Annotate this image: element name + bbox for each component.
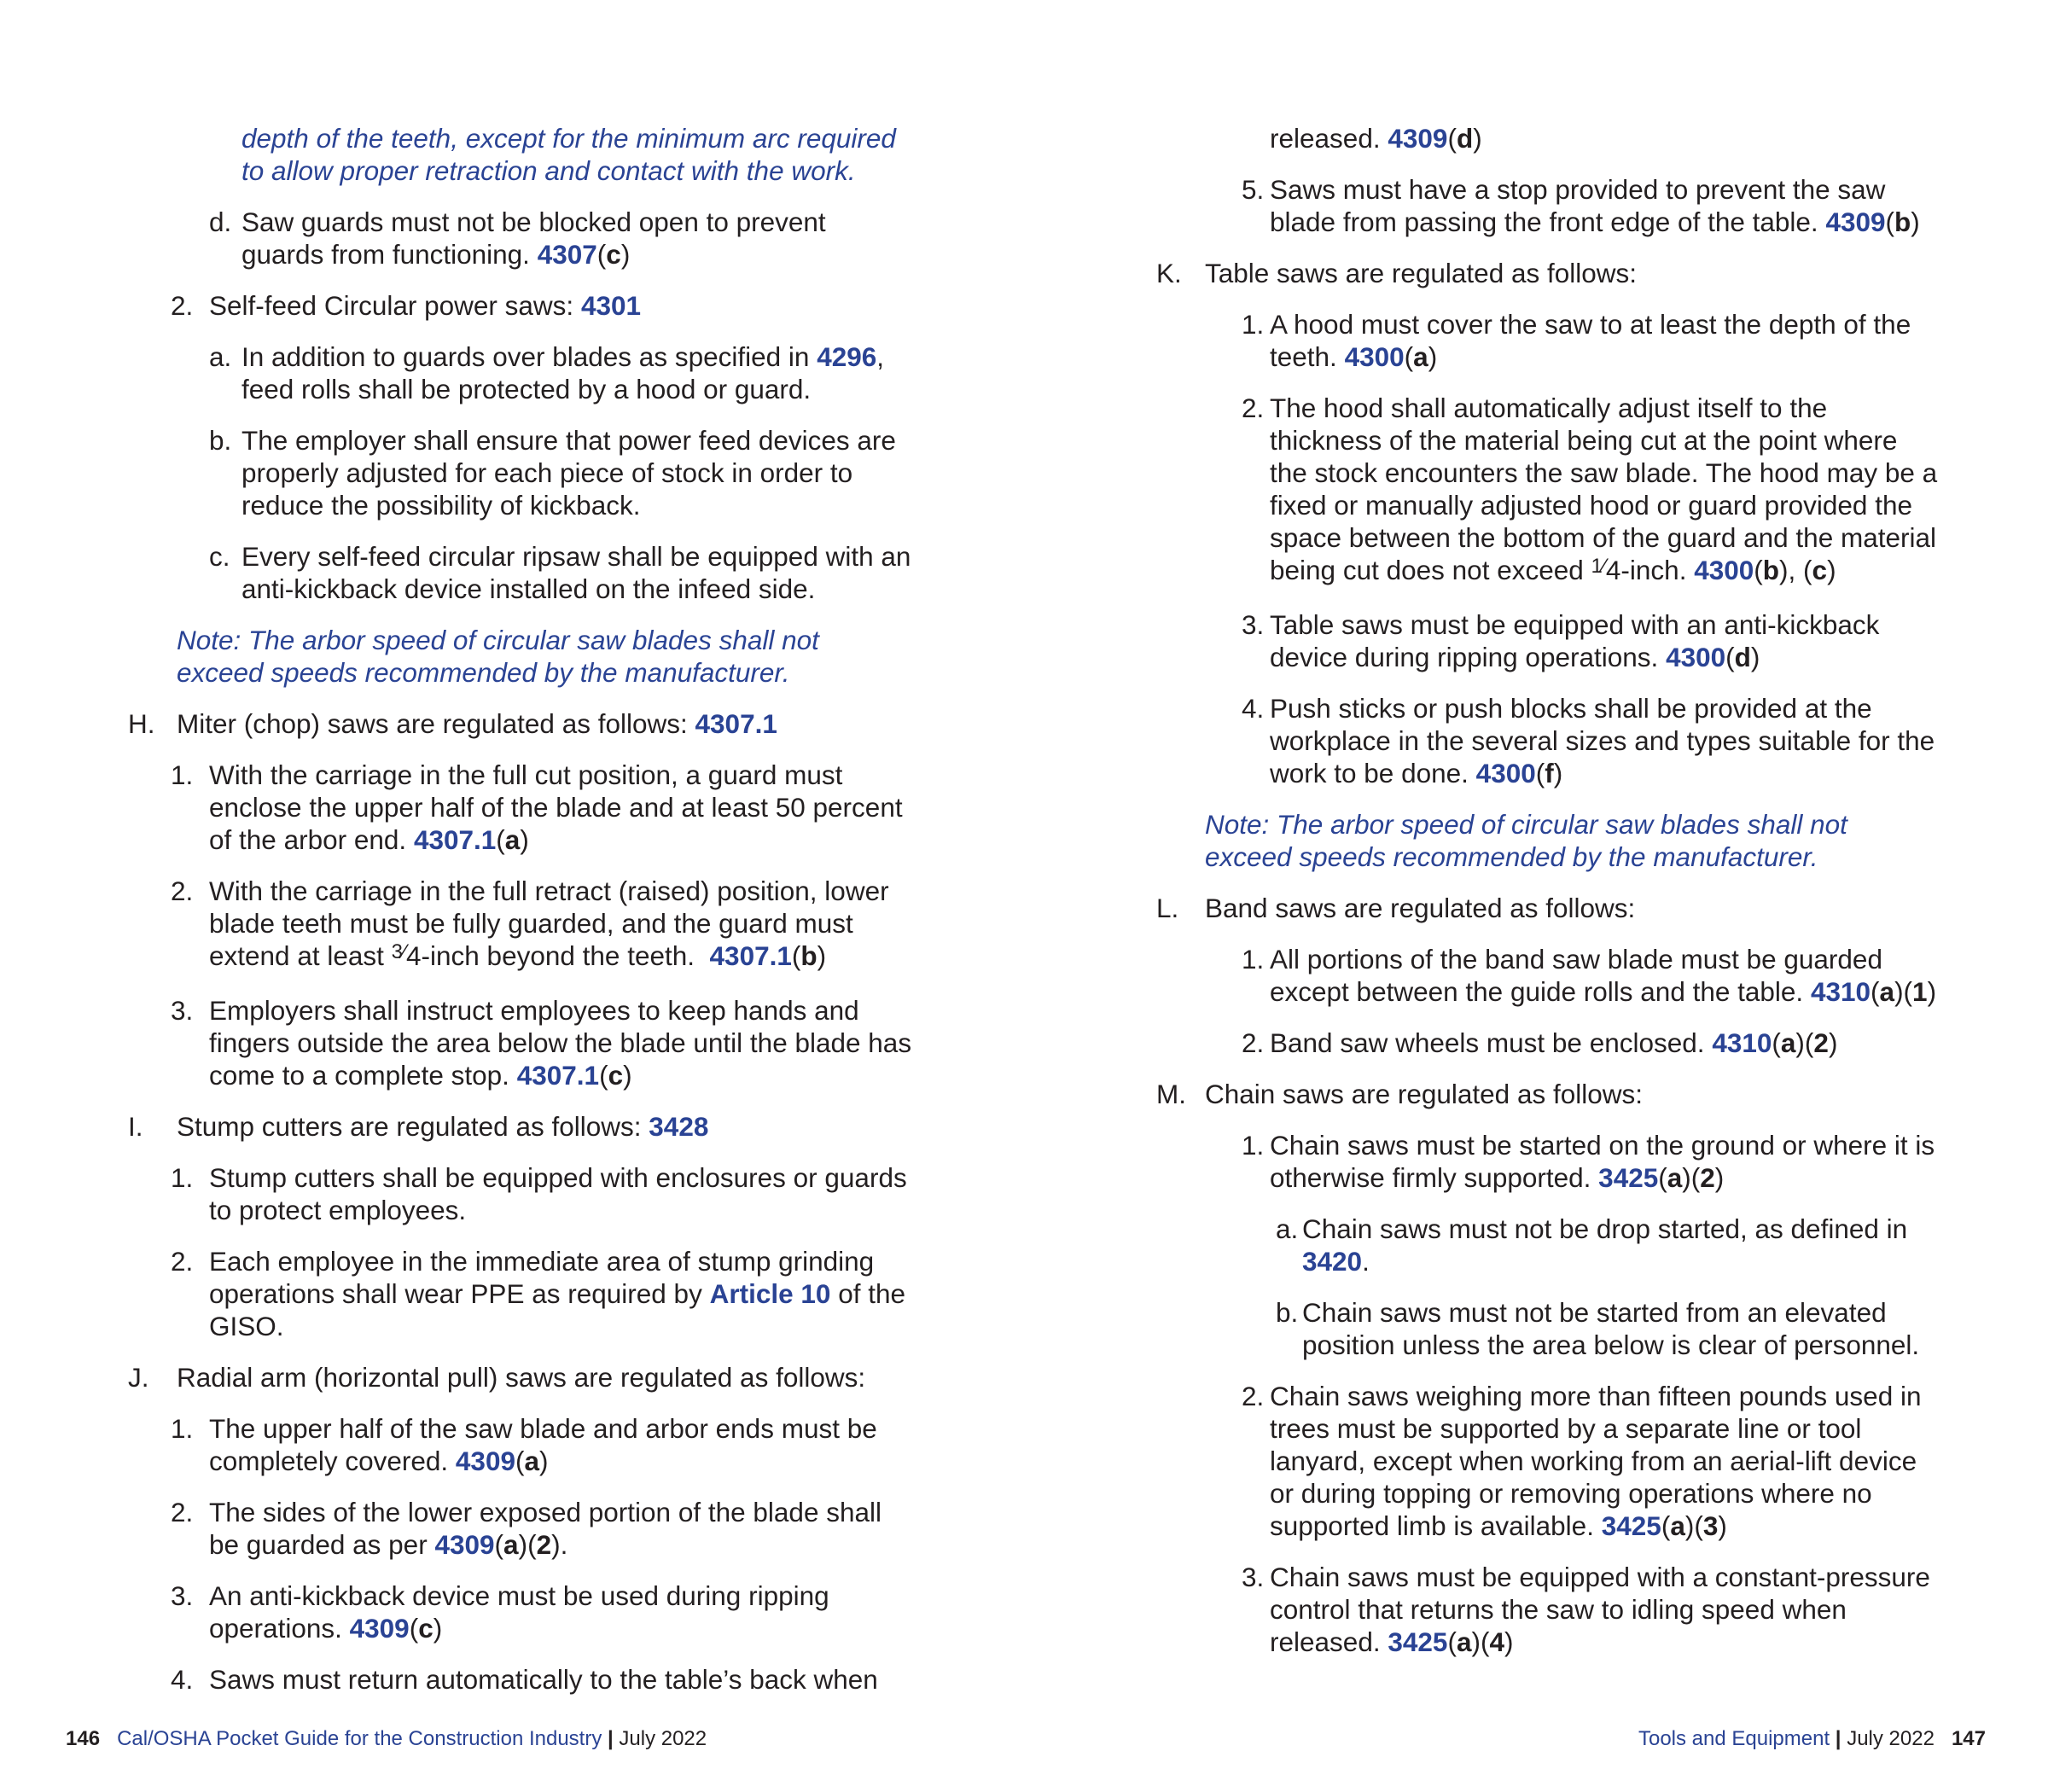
section-text: Band saws are regulated as follows: [1205,893,1636,923]
item-text: Chain saws must be equipped with a constant-pressure control that returns the saw to idling speed when released. [1270,1562,1930,1657]
item-marker: d. [209,207,232,237]
item-text: Every self-feed circular ripsaw shall be equipped with an anti-kickback device installed on the infeed side. [241,541,911,604]
footer-right [1638,1727,1986,1751]
list-item-h1: 1. With the carriage in the full cut position, a guard must enclose the upper half of the blade and at least 50 percent of the arbor end. 4307.1(a) [171,759,903,855]
subsection: a [503,1529,519,1560]
item-text: Band saw wheels must be enclosed. [1270,1027,1705,1058]
subsection: c [418,1613,433,1644]
subsection: a [1879,976,1895,1007]
subsection: a [524,1446,540,1476]
fraction: 3⁄ [391,940,407,963]
item-marker: b. [1276,1297,1299,1328]
subsection: a [1667,1162,1683,1193]
item-text: The upper half of the saw blade and arbor ends must be completely covered. [209,1413,877,1476]
subsection: a [504,824,521,855]
section-m [1156,1078,1941,1110]
item-marker: 1. [1242,944,1265,975]
subsection-2: 2 [1700,1162,1715,1193]
item-marker: 2. [171,1246,194,1277]
subsection-2: 2 [536,1529,552,1560]
item-marker: b. [209,425,232,456]
footer-date: July 2022 [1847,1727,1935,1750]
item-marker: 1. [171,759,194,790]
section-text: Stump cutters are regulated as follows: [177,1111,642,1142]
regulation-link[interactable]: 4309 [1388,123,1448,154]
regulation-link[interactable]: 4309 [434,1529,495,1560]
item-marker: 2. [1242,1381,1265,1411]
regulation-link[interactable]: 3420 [1302,1246,1363,1277]
item-text: Table saws must be equipped with an anti-kickback device during ripping operations. [1270,609,1880,672]
list-item-2b [128,424,913,521]
list-item-2 [128,289,913,322]
item-text: Stump cutters shall be equipped with enclosures or guards to protect employees. [209,1162,907,1225]
item-text: A hood must cover the saw to at least the depth of the teeth. [1270,309,1911,372]
section-j [128,1361,913,1393]
footer-left [66,1727,707,1751]
list-item-j4-continued: released. 4309(d) [1270,123,1482,154]
list-item-i2 [128,1245,913,1342]
regulation-link[interactable]: 4309 [349,1613,410,1644]
item-marker: 1. [171,1413,194,1444]
list-item-i1 [128,1161,913,1226]
note: Note: The arbor speed of circular saw blades shall not exceed speeds recommended by the manufacturer. [177,625,819,688]
section-k [1156,257,1941,289]
regulation-link[interactable]: 3428 [649,1111,709,1142]
item-text: released. [1270,123,1381,154]
list-item-j5: 5. Saws must have a stop provided to prevent the saw blade from passing the front edge of the table. 4309(b) [1242,174,1920,237]
item-marker: 2. [1242,393,1265,423]
regulation-link[interactable]: 4307.1 [709,940,792,971]
list-item-m3: 3. Chain saws must be equipped with a constant-pressure control that returns the saw to idling speed when released. 3425(a)(4) [1242,1562,1930,1657]
subsection: a [1670,1510,1685,1541]
item-text-after: 4-inch beyond the teeth. [406,940,695,971]
item-text: With the carriage in the full cut position, a guard must enclose the upper half of the blade and at least 50 percent of the arbor end. [209,759,903,855]
subsection-2: 3 [1702,1510,1719,1541]
subsection: f [1545,758,1554,788]
item-marker: 1. [171,1162,194,1193]
regulation-link[interactable]: 4309 [1825,207,1886,237]
item-marker: 4. [1242,693,1265,724]
section-text: Radial arm (horizontal pull) saws are regulated as follows: [177,1362,866,1393]
subsection: d [1734,642,1751,672]
page-number: 146 [66,1727,101,1750]
section-i [128,1110,913,1143]
section-text: Chain saws are regulated as follows: [1205,1079,1644,1109]
item-text: Chain saws must not be started from an elevated position unless the area below is clear of personnel. [1302,1297,1920,1360]
regulation-link[interactable]: 4310 [1810,976,1871,1007]
item-text-after: , feed rolls shall be protected by a hood or guard. [241,341,885,404]
list-item-l2: 2. Band saw wheels must be enclosed. 4310(a)(2) [1242,1027,1838,1058]
item-text: An anti-kickback device must be used during ripping operations. [209,1580,829,1644]
item-text: The hood shall automatically adjust itself to the thickness of the material being cut at the point where the stock encounters the saw blade. The hood may be a fixed or manually adjusted hood or guard provided the space between the bottom of the guard and the material being cut does not exceed [1270,393,1938,585]
subsection: b [800,940,817,971]
item-text: All portions of the band saw blade must be guarded except between the guide rolls and the table. [1270,944,1882,1007]
article-link[interactable]: Article 10 [709,1278,831,1309]
subsection: b [1894,207,1911,237]
regulation-link[interactable]: 3425 [1598,1162,1659,1193]
list-item-k3: 3. Table saws must be equipped with an anti-kickback device during ripping operations. 4300(d) [1242,609,1880,672]
page-number: 147 [1951,1727,1986,1750]
section-marker: I. [128,1111,143,1142]
item-text: Chain saws must be started on the ground or where it is otherwise firmly supported. [1270,1130,1935,1193]
item-marker: 2. [171,876,194,906]
subsection-2: 2 [1813,1027,1829,1058]
section-marker: L. [1156,893,1179,923]
list-item-2a [128,340,913,405]
subsection: a [1456,1626,1472,1657]
regulation-link[interactable]: 4307.1 [413,824,497,855]
item-marker: 2. [171,1497,194,1527]
separator: | [1835,1727,1841,1750]
section-marker: M. [1156,1079,1186,1109]
item-marker: a. [209,341,232,372]
item-text-after: 4-inch. [1605,555,1687,585]
section-title: Tools and Equipment [1638,1727,1830,1750]
regulation-link[interactable]: 4300 [1694,555,1754,585]
item-text: The employer shall ensure that power feed devices are properly adjusted for each piece of stock in order to reduce the possibility of kickback. [241,425,896,521]
item-marker: 1. [1242,309,1265,340]
subsection: c [608,1060,624,1091]
regulation-link[interactable]: 3425 [1601,1510,1661,1541]
item-text-after: of the GISO. [209,1278,905,1341]
item-marker: 2. [171,290,194,321]
list-item-h2: 2. With the carriage in the full retract (raised) position, lower blade teeth must be fully guarded, and the guard must extend at least $^{3⁄}$4-inch beyond the teeth. 4307.1(b) [171,876,889,971]
regulation-link[interactable]: 4307.1 [516,1060,600,1091]
item-text: The sides of the lower exposed portion of the blade shall be guarded as per [209,1497,881,1560]
regulation-link[interactable]: 4296 [817,341,877,372]
separator: | [608,1727,614,1750]
item-text: Each employee in the immediate area of stump grinding operations shall wear PPE as required by [209,1246,875,1309]
section-marker: H. [128,708,155,739]
item-text: Self-feed Circular power saws: [209,290,574,321]
subsection: c [606,239,621,270]
section-h [128,707,913,740]
list-item-j1: 1. The upper half of the saw blade and arbor ends must be completely covered. 4309(a) [171,1413,877,1476]
item-text: In addition to guards over blades as specified in [241,341,810,372]
list-item-l1: 1. All portions of the band saw blade must be guarded except between the guide rolls and the table. 4310(a)(1) [1242,944,1937,1007]
item-text: Saw guards must not be blocked open to prevent guards from functioning. [241,207,826,270]
item-marker: a. [1276,1213,1299,1244]
regulation-link[interactable]: 4300 [1666,642,1726,672]
section-text: Table saws are regulated as follows: [1205,258,1638,288]
footer-date: July 2022 [619,1727,707,1750]
item-marker: 1. [1242,1130,1265,1161]
regulation-link[interactable]: 4307 [537,239,597,270]
item-marker: c. [209,541,230,572]
list-item-j4 [128,1663,913,1696]
list-item-j2: 2. The sides of the lower exposed portion of the blade shall be guarded as per 4309(a)(2). [171,1497,881,1560]
section-text: Miter (chop) saws are regulated as follows: [177,708,688,739]
continued-note: depth of the teeth, except for the minimum arc required to allow proper retraction and contact with the work. [241,123,896,186]
list-item-h3: 3. Employers shall instruct employees to keep hands and fingers outside the area below the blade until the blade has come to a complete stop. 4307.1(c) [171,995,912,1091]
regulation-link[interactable]: 4309 [455,1446,515,1476]
list-item-d: d. Saw guards must not be blocked open to prevent guards from functioning. 4307(c) [209,207,826,270]
subsection: d [1456,123,1474,154]
regulation-link[interactable]: 4300 [1475,758,1536,788]
subsection: b [1762,555,1780,585]
list-item-2c [128,540,913,605]
item-text: Saws must have a stop provided to prevent the saw blade from passing the front edge of the table. [1270,174,1886,237]
section-marker: K. [1156,258,1182,288]
regulation-link[interactable]: 4310 [1712,1027,1772,1058]
list-item-m1: 1. Chain saws must be started on the ground or where it is otherwise firmly supported. 3425(a)(2) [1242,1130,1935,1193]
regulation-link[interactable]: 3425 [1388,1626,1448,1657]
regulation-link[interactable]: 4301 [580,290,642,321]
guide-title: Cal/OSHA Pocket Guide for the Construction Industry [117,1727,602,1750]
item-marker: 3. [171,1580,194,1611]
item-marker: 3. [1242,1562,1265,1592]
section-marker: J. [128,1362,149,1393]
item-text: Chain saws must not be drop started, as defined in [1302,1213,1908,1244]
regulation-link[interactable]: 4300 [1344,341,1405,372]
item-text: Employers shall instruct employees to keep hands and fingers outside the area below the blade until the blade has come to a complete stop. [209,995,912,1091]
left-column [128,122,913,1714]
list-item-m1b [1156,1296,1941,1361]
item-text: Push sticks or push blocks shall be provided at the workplace in the several sizes and types suitable for the work to be done. [1270,693,1935,788]
regulation-link[interactable]: 4307.1 [695,708,777,739]
item-marker: 5. [1242,174,1265,205]
subsection: a [1413,341,1428,372]
fraction: 1⁄ [1591,555,1606,578]
right-column [1156,122,1941,1677]
list-item-m2: 2. Chain saws weighing more than fifteen pounds used in trees must be supported by a separate line or tool lanyard, except when working from an aerial-lift device or during topping or removing operations where no supported limb is available. 3425(a)(3) [1242,1381,1922,1541]
subsection: a [1780,1027,1796,1058]
list-item-k1: 1. A hood must cover the saw to at least the depth of the teeth. 4300(a) [1242,309,1911,372]
list-item-k2: 2. The hood shall automatically adjust itself to the thickness of the material being cut at the point where the stock encounters the saw blade. The hood may be a fixed or manually adjusted hood or guard provided the space between the bottom of the guard and the material being cut does not exceed $^{1⁄}$4-inch. 4300(b), (c) [1242,393,1938,585]
note: Note: The arbor speed of circular saw blades shall not exceed speeds recommended by the manufacturer. [1205,809,1847,872]
list-item-k4: 4. Push sticks or push blocks shall be provided at the workplace in the several sizes and types suitable for the work to be done. 4300(f) [1242,693,1935,788]
item-marker: 3. [171,995,194,1026]
list-item-m1a: a. Chain saws must not be drop started, as defined in 3420. [1276,1213,1908,1277]
subsection-2: c [1812,555,1828,585]
item-marker: 2. [1242,1027,1265,1058]
item-text: With the carriage in the full retract (raised) position, lower blade teeth must be fully guarded, and the guard must extend at least [209,876,889,971]
item-text: Chain saws weighing more than fifteen pounds used in trees must be supported by a separate line or tool lanyard, except when working from an aerial-lift device or during topping or removing operations where no supported limb is available. [1270,1381,1922,1541]
subsection-2: 1 [1912,976,1928,1007]
list-item-j3: 3. An anti-kickback device must be used during ripping operations. 4309(c) [171,1580,829,1644]
item-marker: 3. [1242,609,1265,640]
item-marker: 4. [171,1664,194,1695]
subsection-2: 4 [1489,1626,1504,1657]
section-l [1156,892,1941,924]
item-text: Saws must return automatically to the table’s back when [209,1664,878,1695]
